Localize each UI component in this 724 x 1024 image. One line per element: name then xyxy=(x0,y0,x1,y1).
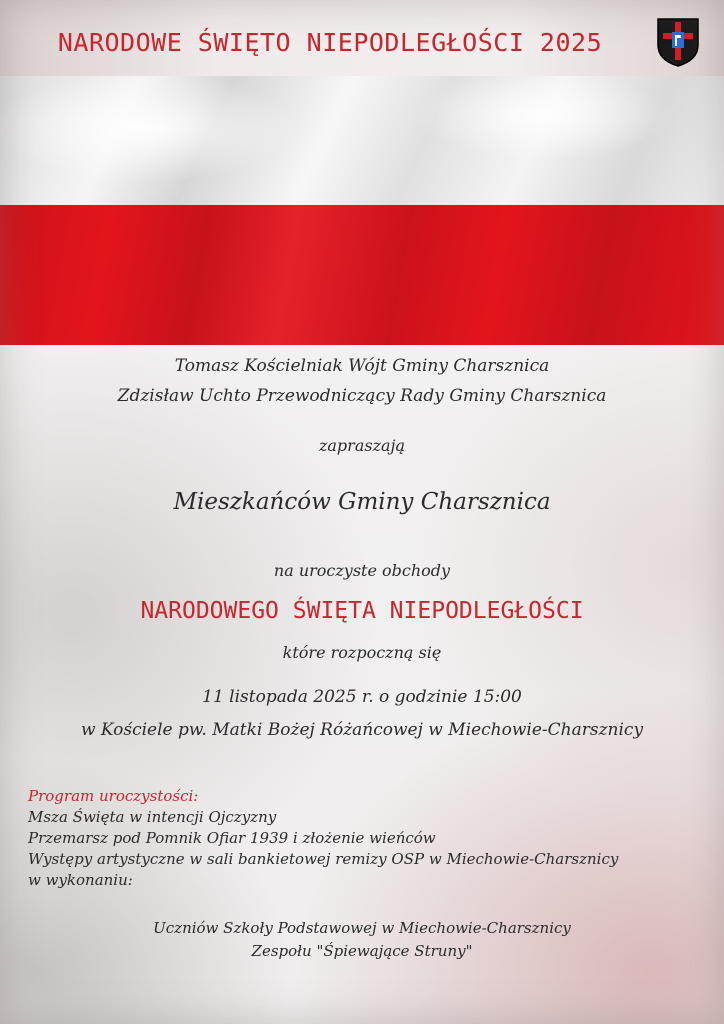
program-item: w wykonaniu: xyxy=(28,871,133,889)
program-section xyxy=(28,786,708,891)
flag-white-stripe xyxy=(0,76,724,206)
audience: Mieszkańców Gminy Charsznica xyxy=(173,489,551,515)
start-phrase: które rozpoczną się xyxy=(282,643,442,662)
host-line-przewodniczacy: Zdzisław Uchto Przewodniczący Rady Gminy Charsznica xyxy=(117,386,607,406)
program-item: Występy artystyczne w sali bankietowej remizy OSP w Miechowie-Charsznicy xyxy=(28,850,619,868)
gmina-coat-of-arms-icon xyxy=(656,17,700,67)
host-line-wojt: Tomasz Kościelniak Wójt Gminy Charsznica xyxy=(174,356,550,376)
flag-red-stripe xyxy=(0,205,724,345)
event-datetime: 11 listopada 2025 r. o godzinie 15:00 xyxy=(202,687,522,707)
occasion-intro: na uroczyste obchody xyxy=(273,561,451,580)
invite-verb: zapraszają xyxy=(318,436,406,455)
performer-ensemble: Zespołu "Śpiewające Struny" xyxy=(251,942,473,960)
event-title: NARODOWEGO ŚWIĘTA NIEPODLEGŁOŚCI xyxy=(140,598,584,624)
program-heading: Program uroczystości: xyxy=(28,787,199,805)
poster-title: NARODOWE ŚWIĘTO NIEPODLEGŁOŚCI 2025 xyxy=(57,28,603,57)
performer-school: Uczniów Szkoły Podstawowej w Miechowie-Charsznicy xyxy=(153,919,571,937)
event-venue: w Kościele pw. Matki Bożej Różańcowej w Miechowie-Charsznicy xyxy=(80,720,644,740)
program-item: Przemarsz pod Pomnik Ofiar 1939 i złożenie wieńców xyxy=(28,829,436,847)
program-item: Msza Święta w intencji Ojczyzny xyxy=(28,808,277,826)
